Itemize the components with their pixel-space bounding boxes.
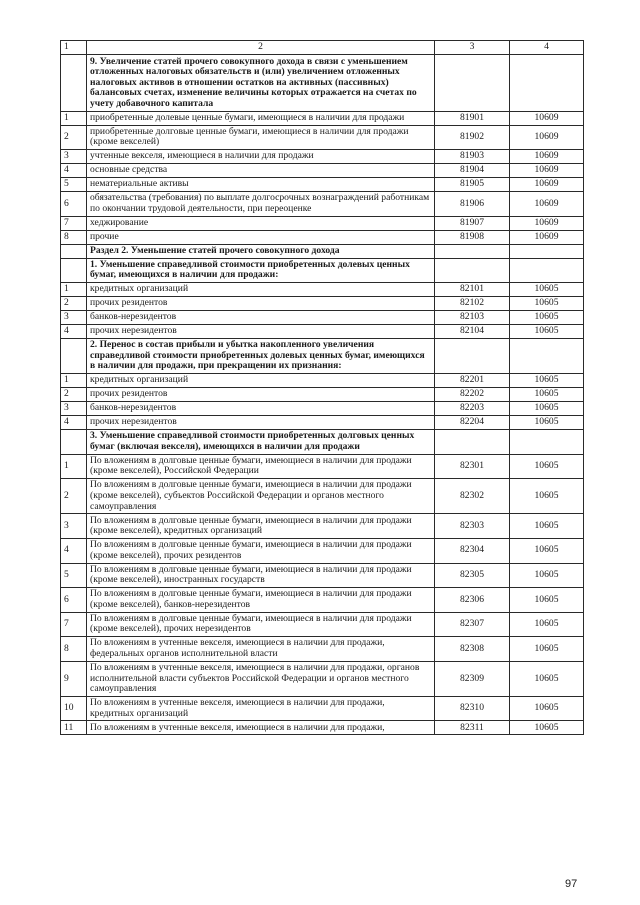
parent-account-code: 10605 [510,325,584,339]
row-number: 1 [61,283,87,297]
parent-account-code: 10605 [510,416,584,430]
row-number: 6 [61,588,87,613]
section-heading-row [61,430,584,455]
account-description: приобретенные долевые ценные бумаги, имеющиеся в наличии для продажи [87,111,435,125]
row-number: 2 [61,297,87,311]
parent-account-code: 10605 [510,538,584,563]
row-number [61,55,87,111]
table-row [61,178,584,192]
document-page [60,40,583,735]
parent-account-code [510,55,584,111]
account-description: прочие [87,230,435,244]
row-number: 9 [61,661,87,696]
parent-account-code: 10605 [510,479,584,514]
parent-account-code: 10605 [510,374,584,388]
account-description: обязательства (требования) по выплате долгосрочных вознаграждений работникам по окончании трудовой деятельности, при переоценке [87,192,435,217]
table-row [61,388,584,402]
account-code [435,430,510,455]
parent-account-code [510,244,584,258]
parent-account-code: 10605 [510,388,584,402]
account-code: 82304 [435,538,510,563]
table-row [61,230,584,244]
row-number: 3 [61,514,87,539]
table-row [61,402,584,416]
account-description: прочих нерезидентов [87,416,435,430]
account-description: По вложениям в долговые ценные бумаги, имеющиеся в наличии для продажи (кроме векселей), банков-нерезидентов [87,588,435,613]
account-description: По вложениям в учтенные векселя, имеющиеся в наличии для продажи, кредитных организаций [87,696,435,721]
account-code: 81906 [435,192,510,217]
account-description: По вложениям в учтенные векселя, имеющиеся в наличии для продажи, федеральных органов исполнительной власти [87,637,435,662]
row-number: 1 [61,374,87,388]
parent-account-code: 10609 [510,150,584,164]
account-code [435,244,510,258]
account-description: кредитных организаций [87,283,435,297]
table-row [61,588,584,613]
account-code: 81908 [435,230,510,244]
header-col-1: 1 [61,41,87,55]
row-number: 2 [61,125,87,150]
account-code: 82302 [435,479,510,514]
table-row [61,374,584,388]
account-description: банков-нерезидентов [87,311,435,325]
account-description: нематериальные активы [87,178,435,192]
account-description: прочих резидентов [87,388,435,402]
account-description: По вложениям в учтенные векселя, имеющиеся в наличии для продажи, [87,721,435,735]
account-code: 82203 [435,402,510,416]
account-description: По вложениям в долговые ценные бумаги, имеющиеся в наличии для продажи (кроме векселей), иностранных государств [87,563,435,588]
parent-account-code: 10605 [510,612,584,637]
account-code: 82303 [435,514,510,539]
account-code: 81903 [435,150,510,164]
table-row [61,721,584,735]
table-row [61,297,584,311]
account-code: 82104 [435,325,510,339]
account-description: банков-нерезидентов [87,402,435,416]
parent-account-code: 10605 [510,661,584,696]
header-col-4: 4 [510,41,584,55]
row-number: 5 [61,178,87,192]
account-description: основные средства [87,164,435,178]
account-description: По вложениям в учтенные векселя, имеющиеся в наличии для продажи, органов исполнительной власти субъектов Российской Федерации и органов местного самоуправления [87,661,435,696]
row-number: 4 [61,538,87,563]
row-number [61,430,87,455]
parent-account-code: 10605 [510,563,584,588]
parent-account-code: 10605 [510,311,584,325]
parent-account-code: 10609 [510,178,584,192]
table-row [61,416,584,430]
header-col-2: 2 [87,41,435,55]
column-number-header-row [61,41,584,55]
account-code [435,339,510,374]
account-code: 81905 [435,178,510,192]
account-code: 82101 [435,283,510,297]
parent-account-code [510,339,584,374]
account-description: По вложениям в долговые ценные бумаги, имеющиеся в наличии для продажи (кроме векселей), прочих резидентов [87,538,435,563]
account-description: По вложениям в долговые ценные бумаги, имеющиеся в наличии для продажи (кроме векселей), прочих нерезидентов [87,612,435,637]
table-row [61,164,584,178]
row-number: 2 [61,479,87,514]
parent-account-code [510,258,584,283]
table-row [61,538,584,563]
section-heading-row [61,55,584,111]
row-number: 4 [61,416,87,430]
table-row [61,325,584,339]
account-code: 82306 [435,588,510,613]
account-code: 82102 [435,297,510,311]
part-heading-row [61,244,584,258]
row-number: 4 [61,325,87,339]
account-code: 82204 [435,416,510,430]
row-number: 2 [61,388,87,402]
table-row [61,216,584,230]
account-code: 82308 [435,637,510,662]
parent-account-code: 10609 [510,230,584,244]
section-title: 3. Уменьшение справедливой стоимости приобретенных долговых ценных бумаг (включая векселя), имеющихся в наличии для продажи [87,430,435,455]
account-description: учтенные векселя, имеющиеся в наличии для продажи [87,150,435,164]
row-number: 1 [61,111,87,125]
account-code: 82307 [435,612,510,637]
account-code: 81907 [435,216,510,230]
parent-account-code: 10605 [510,514,584,539]
row-number [61,244,87,258]
parent-account-code: 10605 [510,637,584,662]
row-number: 10 [61,696,87,721]
table-row [61,454,584,479]
section-title: Раздел 2. Уменьшение статей прочего совокупного дохода [87,244,435,258]
account-code: 82310 [435,696,510,721]
account-code: 82311 [435,721,510,735]
row-number: 5 [61,563,87,588]
section-heading-row [61,258,584,283]
account-description: приобретенные долговые ценные бумаги, имеющиеся в наличии для продажи (кроме векселей) [87,125,435,150]
table-row [61,283,584,297]
section-title: 1. Уменьшение справедливой стоимости приобретенных долевых ценных бумаг, имеющихся в наличии для продажи: [87,258,435,283]
section-title: 2. Перенос в состав прибыли и убытка накопленного увеличения справедливой стоимости приобретенных долевых ценных бумаг, имеющихся в наличии для продажи, при прекращении их признания: [87,339,435,374]
account-description: По вложениям в долговые ценные бумаги, имеющиеся в наличии для продажи (кроме векселей), Российской Федерации [87,454,435,479]
parent-account-code: 10605 [510,297,584,311]
parent-account-code: 10609 [510,125,584,150]
parent-account-code: 10605 [510,696,584,721]
parent-account-code: 10609 [510,111,584,125]
table-row [61,514,584,539]
account-code: 81904 [435,164,510,178]
row-number [61,258,87,283]
row-number: 3 [61,311,87,325]
parent-account-code: 10609 [510,216,584,230]
account-description: кредитных организаций [87,374,435,388]
parent-account-code: 10609 [510,192,584,217]
account-code [435,258,510,283]
row-number: 11 [61,721,87,735]
account-code: 82301 [435,454,510,479]
account-description: По вложениям в долговые ценные бумаги, имеющиеся в наличии для продажи (кроме векселей), кредитных организаций [87,514,435,539]
account-code: 81901 [435,111,510,125]
section-title: 9. Увеличение статей прочего совокупного дохода в связи с уменьшением отложенных налоговых обязательств и (или) увеличением отложенных налоговых активов в отношении остатков на активных (пассивных) балансовых счетах, изменение величины которых отражается на счетах по учету добавочного капитала [87,55,435,111]
account-code: 82201 [435,374,510,388]
table-row [61,637,584,662]
parent-account-code: 10605 [510,588,584,613]
account-code: 82103 [435,311,510,325]
account-description: По вложениям в долговые ценные бумаги, имеющиеся в наличии для продажи (кроме векселей), субъектов Российской Федерации и органов местного самоуправления [87,479,435,514]
row-number [61,339,87,374]
table-row [61,563,584,588]
account-code: 81902 [435,125,510,150]
account-code [435,55,510,111]
row-number: 8 [61,637,87,662]
table-row [61,661,584,696]
parent-account-code: 10605 [510,283,584,297]
account-description: прочих нерезидентов [87,325,435,339]
parent-account-code: 10609 [510,164,584,178]
row-number: 7 [61,216,87,230]
row-number: 3 [61,402,87,416]
accounts-table-body [61,41,584,735]
account-code: 82309 [435,661,510,696]
table-row [61,150,584,164]
row-number: 4 [61,164,87,178]
table-row [61,696,584,721]
account-description: хеджирование [87,216,435,230]
header-col-3: 3 [435,41,510,55]
table-row [61,192,584,217]
row-number: 8 [61,230,87,244]
parent-account-code: 10605 [510,721,584,735]
row-number: 1 [61,454,87,479]
account-code: 82202 [435,388,510,402]
row-number: 6 [61,192,87,217]
page-number: 97 [565,878,578,890]
section-heading-row [61,339,584,374]
account-code: 82305 [435,563,510,588]
table-row [61,612,584,637]
row-number: 3 [61,150,87,164]
account-description: прочих резидентов [87,297,435,311]
row-number: 7 [61,612,87,637]
table-row [61,479,584,514]
table-row [61,125,584,150]
parent-account-code: 10605 [510,454,584,479]
parent-account-code [510,430,584,455]
table-row [61,311,584,325]
parent-account-code: 10605 [510,402,584,416]
table-row [61,111,584,125]
accounts-table [60,40,584,735]
